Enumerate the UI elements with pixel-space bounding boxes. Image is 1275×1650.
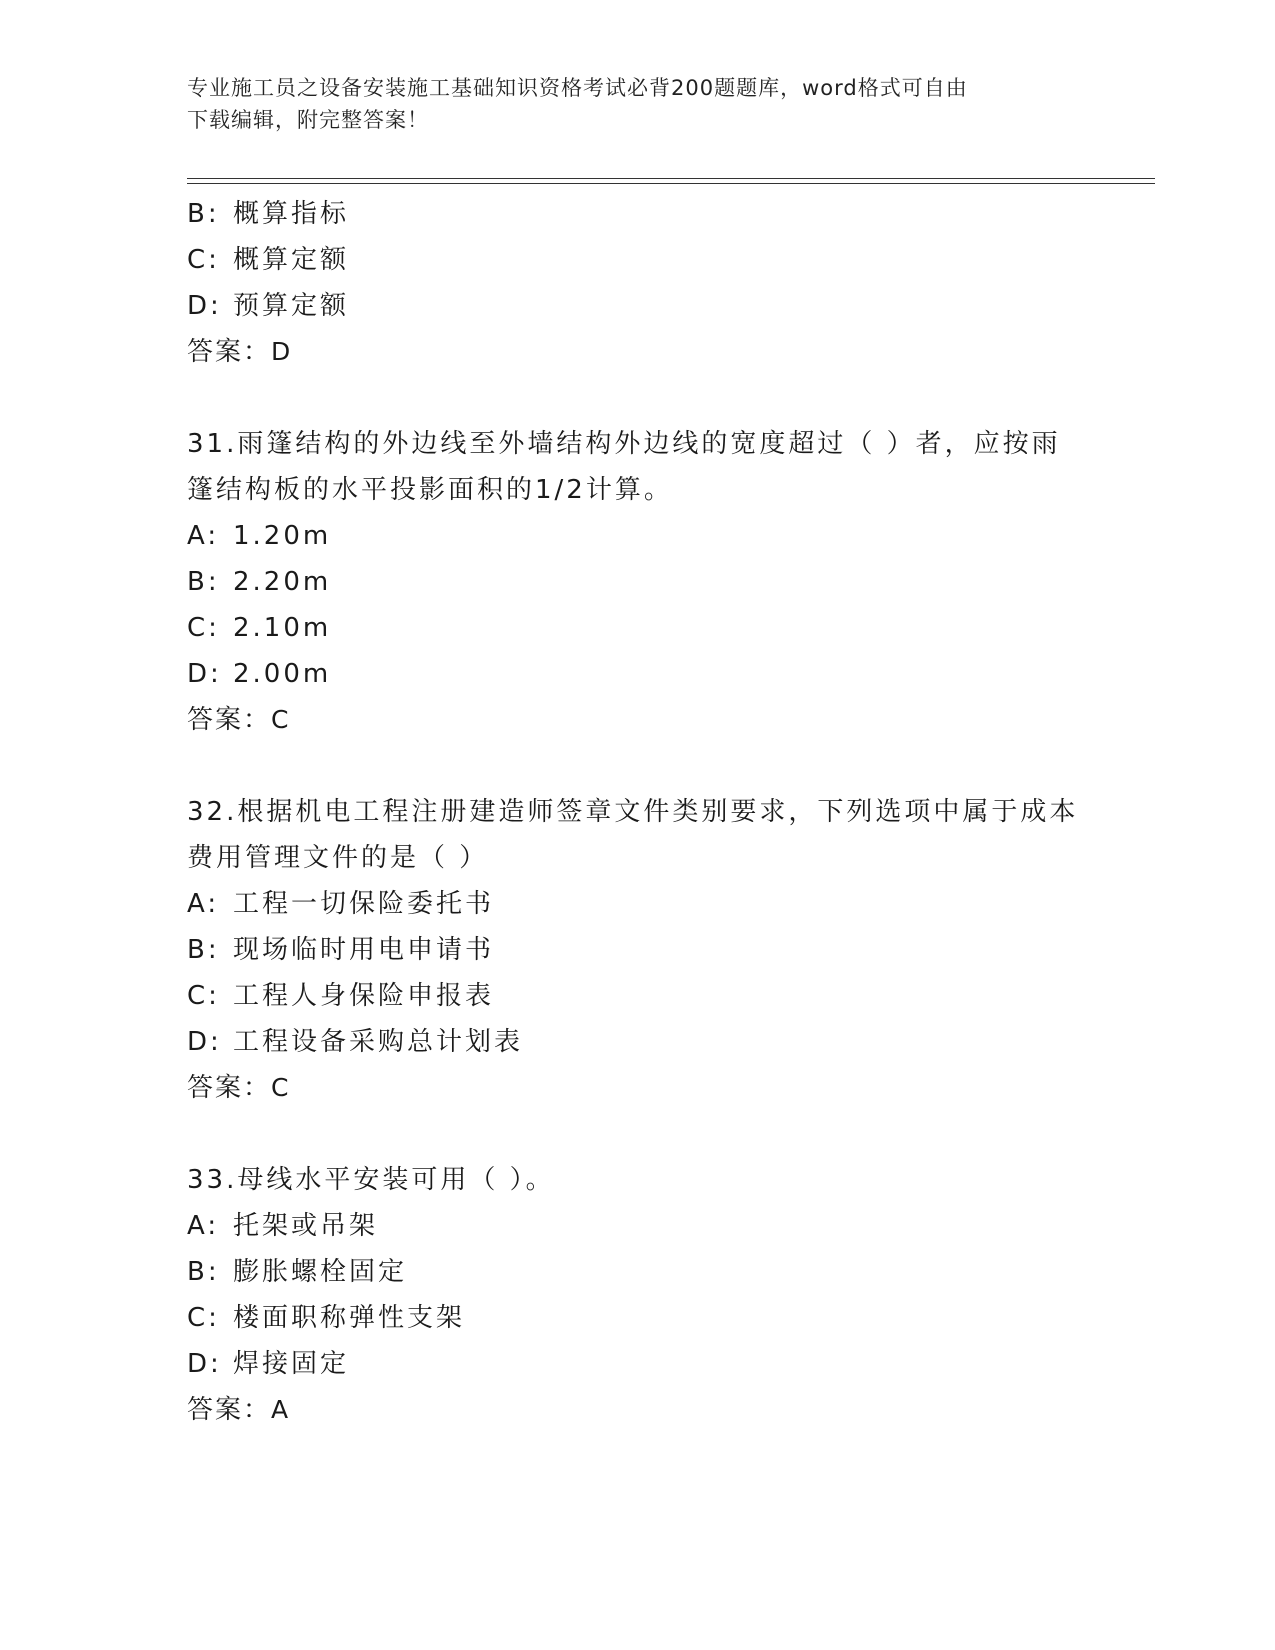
question-31 xyxy=(187,421,1117,743)
option-a xyxy=(187,1203,1117,1249)
option-d xyxy=(187,1019,1117,1065)
header-line-2: 下载编辑，附完整答案！ xyxy=(187,108,429,132)
option-key: B: xyxy=(187,1257,220,1287)
option-text: 工程设备采购总计划表 xyxy=(233,1027,524,1057)
answer-line xyxy=(187,1387,1117,1433)
option-key: D: xyxy=(187,1027,222,1057)
spacer xyxy=(187,1111,1117,1157)
option-key: D: xyxy=(187,1349,222,1379)
option-d xyxy=(187,651,1117,697)
option-text: 焊接固定 xyxy=(233,1349,350,1379)
option-key: A: xyxy=(187,1211,220,1241)
option-text: 1.20m xyxy=(233,521,332,551)
option-d xyxy=(187,283,1117,329)
option-c xyxy=(187,237,1117,283)
option-text: 膨胀螺栓固定 xyxy=(233,1257,408,1287)
option-text: 楼面职称弹性支架 xyxy=(233,1303,466,1333)
option-text: 概算定额 xyxy=(233,245,350,275)
answer-label: 答案： xyxy=(187,1073,272,1103)
option-key: B: xyxy=(187,935,220,965)
question-30-continued xyxy=(187,191,1117,375)
option-text: 工程一切保险委托书 xyxy=(233,889,495,919)
answer-label: 答案： xyxy=(187,705,272,735)
question-33 xyxy=(187,1157,1117,1433)
option-key: C: xyxy=(187,981,220,1011)
header-divider-bottom xyxy=(187,183,1155,184)
option-c xyxy=(187,605,1117,651)
option-text: 托架或吊架 xyxy=(233,1211,379,1241)
answer-label: 答案： xyxy=(187,337,272,367)
option-key: A: xyxy=(187,521,220,551)
option-key: C: xyxy=(187,1303,220,1333)
answer-label: 答案： xyxy=(187,1395,272,1425)
option-c xyxy=(187,973,1117,1019)
spacer xyxy=(187,743,1117,789)
answer-value: C xyxy=(271,1073,291,1102)
option-b xyxy=(187,1249,1117,1295)
option-key: C: xyxy=(187,613,220,643)
option-text: 工程人身保险申报表 xyxy=(233,981,495,1011)
option-b xyxy=(187,191,1117,237)
header-line-1: 专业施工员之设备安装施工基础知识资格考试必背200题题库，word格式可自由 xyxy=(187,76,968,100)
option-c xyxy=(187,1295,1117,1341)
option-a xyxy=(187,881,1117,927)
question-stem-line: 费用管理文件的是（ ） xyxy=(187,843,489,873)
option-text: 现场临时用电申请书 xyxy=(233,935,495,965)
spacer xyxy=(187,375,1117,421)
option-key: A: xyxy=(187,889,220,919)
option-text: 预算定额 xyxy=(233,291,350,321)
question-stem-line: 32.根据机电工程注册建造师签章文件类别要求，下列选项中属于成本 xyxy=(187,797,1079,827)
option-text: 2.20m xyxy=(233,567,332,597)
option-key: B: xyxy=(187,567,220,597)
option-text: 概算指标 xyxy=(233,199,350,229)
question-stem-line: 篷结构板的水平投影面积的1/2计算。 xyxy=(187,475,673,505)
answer-line xyxy=(187,1065,1117,1111)
option-text: 2.00m xyxy=(233,659,332,689)
option-key: C: xyxy=(187,245,220,275)
option-text: 2.10m xyxy=(233,613,332,643)
answer-line xyxy=(187,697,1117,743)
option-b xyxy=(187,927,1117,973)
answer-value: D xyxy=(271,337,293,366)
answer-value: A xyxy=(271,1395,291,1424)
option-key: D: xyxy=(187,291,222,321)
option-key: B: xyxy=(187,199,220,229)
question-stem-line: 31.雨篷结构的外边线至外墙结构外边线的宽度超过（ ）者，应按雨 xyxy=(187,429,1061,459)
question-list xyxy=(187,191,1117,1433)
question-stem-line: 33.母线水平安装可用（ ）。 xyxy=(187,1165,555,1195)
option-b xyxy=(187,559,1117,605)
header-divider-top xyxy=(187,178,1155,179)
option-d xyxy=(187,1341,1117,1387)
question-32 xyxy=(187,789,1117,1111)
document-header xyxy=(187,72,1087,136)
option-a xyxy=(187,513,1117,559)
option-key: D: xyxy=(187,659,222,689)
answer-line xyxy=(187,329,1117,375)
answer-value: C xyxy=(271,705,291,734)
